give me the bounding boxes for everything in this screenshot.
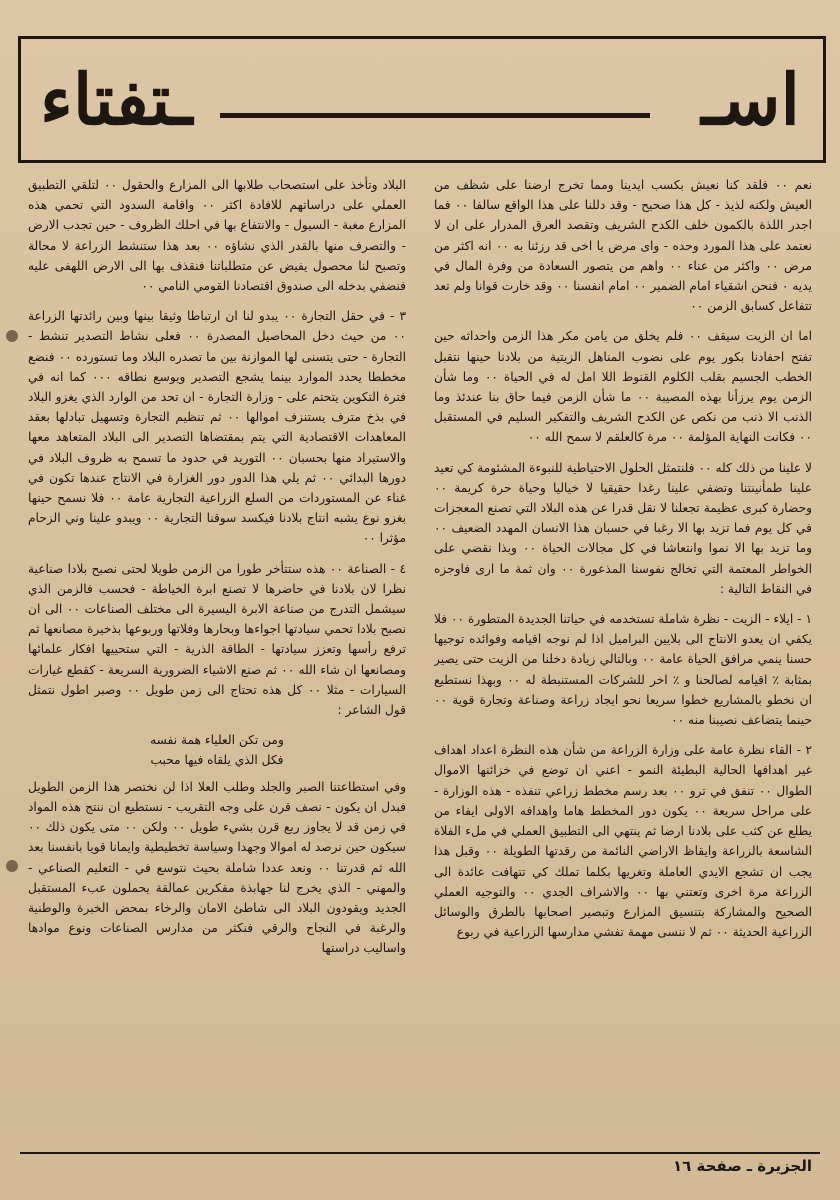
poetry-verse: ومن تكن العلياء همة نفسه فكل الذي يلقاه فيها محبب <box>150 733 284 768</box>
masthead-rule <box>220 113 650 118</box>
masthead-frame-left <box>18 36 21 161</box>
binder-hole <box>6 330 18 342</box>
masthead-part-right: اسـ <box>701 58 800 141</box>
article-column-left <box>28 175 406 1140</box>
paragraph: ١ - ايلاء - الزيت - نظرة شاملة تستخدمه في حياتنا الجديدة المتطورة ٠٠ فلا يكفي ان يعدو الانتاج الى بلايين البراميل اذا لم نوجه اقيامه وفوائده توجيها حسنا ينمي مرافق الحياة عامة ٠٠ وبالتالي زيادة دخلنا من الزيت حتى يصير بمثابة ٪ اقيامه لصالحنا و ٪ اخر للشركات المستنبطة له ٠٠ وبهذا نستطيع ان نخطو بالمشاريع خطوا سريعا نحو ايجاد زراعة وصناعة وتجارة قوية ٠٠ حينما يتضاعف نصيبنا منه ٠٠ <box>434 612 812 728</box>
masthead-title <box>40 50 800 150</box>
binder-hole <box>6 860 18 872</box>
masthead-frame-top <box>18 36 826 39</box>
masthead-part-left: ـتفتاء <box>40 58 193 141</box>
paragraph: ٢ - القاء نظرة عامة على وزارة الزراعة من شأن هذه النظرة اعداد اهداف غير اهدافها الحالية البطيئة النمو - اعني ان توضع في خزائنها الاموال الطوال ٠٠ تنفق في ترو ٠٠ بعد رسم مخطط زراعي تنفذه - هذه الوزارة - على مراحل سريعة ٠٠ يكون دور المخطط هاما واهدافه الاولى ايفاء من يطلع عن كثب على بلادنا ارضا ثم ينتهي الى التطبيق العملي في ملء الفلاة الشاسعة بالزراعة وايقاظ الاراضي النائمة من رقدتها الطويلة ٠٠ وقبل هذا يجب ان تشجع الايدي العاملة وتغريها بكلما تملك كي تتهافت عائدة الى الزراعة مرة اخرى وتعتني بها ٠٠ والاشراف الجدي ٠٠ والتوجيه العملي الصحيح والمشاركة بتنسيق المزارع وتبصير اصحابها بالطرق والوسائل الزراعية الحديثة ٠٠ ثم لا ننسى مهمة تفشي مدارسها الزراعية في ربوع <box>434 743 812 940</box>
paragraph: نعم ٠٠ فلقد كنا نعيش بكسب ايدينا ومما تخرج ارضنا على شظف من العيش ولكنه لذيذ - كل هذا صحيح - وقد دللنا على هذا الواقع سالفا ٠٠ فما اجدر اللذة بالكمون خلف الكدح الشريف وتقصد العرق المدرار على ان لا نعتمد على هذا المورد وحده - واى مرض يا اخى قد رزئنا به ٠٠ انه اكثر من مرض ٠٠ واكثر من عناء ٠٠ واهم من يتصور السعادة من وفرة المال في يديه ٠ فنحن اشقياء امام الضمير ٠٠ امام انفسنا ٠٠ وقد خارت قوانا ولم تعد تتفاعل كسابق الزمن ٠٠ <box>434 178 812 314</box>
paragraph: اما ان الزيت سيقف ٠٠ فلم يخلق من يامن مكر هذا الزمن واحداثه حين تفتح احفادنا بكور يوم على نضوب المناهل الزيتية من بلادنا حينها نتقبل الخطب الجسيم بقلب الكلوم القنوط اللا امل له في الحياة ٠٠ وما شأن الزمن يوم يرزأنا بهذه المصيبة ٠٠ ما شأن الزمن فيما حاق بنا عندئذ وما الذنب الا ذنب من نكص عن الكدح الشريف والتفكير السليم في المستقبل ٠٠ فكانت النهاية المؤلمة ٠٠ مرة كالعلقم لا سمح الله ٠٠ <box>434 329 812 445</box>
paragraph: لا علينا من ذلك كله ٠٠ فلنتمثل الحلول الاحتياطية للنبوءة المشئومة كي تعيد علينا طمأنينتنا وتضفي علينا رغدا حقيقيا لا خياليا وحياة حرة كريمة ٠٠ وحضارة كبرى عظيمة تجعلنا لا نقل قدرا عن هذه البلاد التي تصنع المعجزات في كل يوم فما تزيد بها الا رغبا في حسبان هذا الانسان المهدد الضعيف ٠٠ وما تزيد بها الا نموا وانتعاشا في كل مجالات الحياة ٠٠ وبذا نقضي على الخواطر المعتمة التي تخالج نفوسنا المذعورة ٠٠ وان ثمة ما ارى فاوجزه في النقاط التالية : <box>434 460 812 596</box>
article-column-right <box>434 175 812 1140</box>
paragraph: ٤ - الصناعة ٠٠ هذه ستتأخر طورا من الزمن طويلا لحتى نصبح بلادا صناعية نظرا لان بلادنا في حاضرها لا تصنع ابرة الخياطة - فحسب فالزمن الذي سيشمل التدرج من صناعة الابرة اليسيرة الى مختلف الصناعات ٠٠ الى ان نصبح بلادا تحمي سيادتها اجواءها وبحارها وفلاتها وربوعها بذخيرة مصانعها ثم ترفع رأسها وتعزز سيادتها - الطاقة الذرية - التي ستحييها افكار علمائها ومصانعها ان شاء الله ٠٠ ثم صنع الاشياء الضرورية السريعة - كقطع غيارات السيارات - مثلا ٠٠ كل هذه تحتاج الى زمن طويل ٠٠ وصبر اطول نتمثل قول الشاعر : <box>28 561 406 718</box>
paragraph: وفي استطاعتنا الصبر والجلد وطلب العلا اذا لن نختصر هذا الزمن الطويل فبدل ان يكون - نصف قرن على وجه التقريب - نستطيع ان ننتج هذه المواد في زمن قد لا يجاوز ربع قرن بشيء طويل ٠٠ ولكن ٠٠ متى يكون ذلك ٠٠ سيكون حين نرصد له اموالا وجهدا وسياسة تخطيطية وايمانا قويا بانفسنا بعد الله ثم قدرتنا ٠٠ ونعد عددا شاملة بحيث نتوسع في - التعليم الصناعي - والمهني - الذي يخرج لنا جهابذة مفكرين عمالقة يحملون عبء المستقبل الجديد ويقودون البلاد الى شاطئ الامان والرخاء بمحض الخبرة والوطنية والرغبة في النجاح والرقي فنكثر من مدارس الصناعات ونوع موادها واساليب دراستها <box>28 779 406 956</box>
paragraph: ٣ - في حقل التجارة ٠٠ يبدو لنا ان ارتباطا وثيقا بينها وبين رائدتها الزراعة ٠٠ من حيث دخل المحاصيل المصدرة ٠٠ فعلى نشاط التصدير تنشط - التجارة - حتى يتسنى لها الموازنة بين ما تصدره البلاد وما تستورده ٠٠ فنضع مخططا يحدد الموارد بينما يشجع التصدير ويوسع نطاقه ٠٠٠ كما انه في فترة التكوين يتحتم على - وزارة التجارة - ان تحد من الوارد الذي يغزو البلاد في بذخ مترف يستنزف اموالها ٠٠ ثم تنظيم التجارة وتسهيل تبادلها بعقد المعاهدات الاقتصادية التي يتم بمقتضاها التصدير الى البلاد المتعاهد معها والاستيراد منها بحسبان ٠٠ التوريد في حدود ما تسمح به ظروف البلاد في دورها البدائي ٠٠ ثم يلي هذا الدور دور الغزارة في الانتاج عندها تكون في غناء عن المستوردات من السلع الزراعية التجارية عامة ٠٠ فلا نسمح حينها بغزو نوع يشبه انتاج بلادنا فيكسد سوقنا التجارية ٠٠ ويبدو علينا وني الزحام مؤثرا ٠٠ <box>28 309 406 546</box>
footer-rule <box>20 1152 820 1154</box>
masthead-frame-bottom <box>18 160 826 163</box>
masthead-frame-right <box>823 36 826 161</box>
paragraph: البلاد وتأخذ على استصحاب طلابها الى المزارع والحقول ٠٠ لتلقي التطبيق العملي على دراساتهم للافادة اكثر ٠٠ واقامة السدود التي تحمي هذه المزارع مغبة - السيول - والانتفاع بها في احلك الظروف - حين تجدب الارض - والتصرف منها بالقدر الذي نشاؤه ٠٠ بعد هذا ستنشط الزراعة لا محالة وتصبح لنا محصول يفيض عن متطلباتنا فنقذف بها الى الارض اللهفى عليه فنضفي بدخله الى صندوق اقتصادنا القومي النامي ٠٠ <box>28 178 406 294</box>
page-footer: الجزيرة ـ صفحة ١٦ <box>672 1157 812 1175</box>
